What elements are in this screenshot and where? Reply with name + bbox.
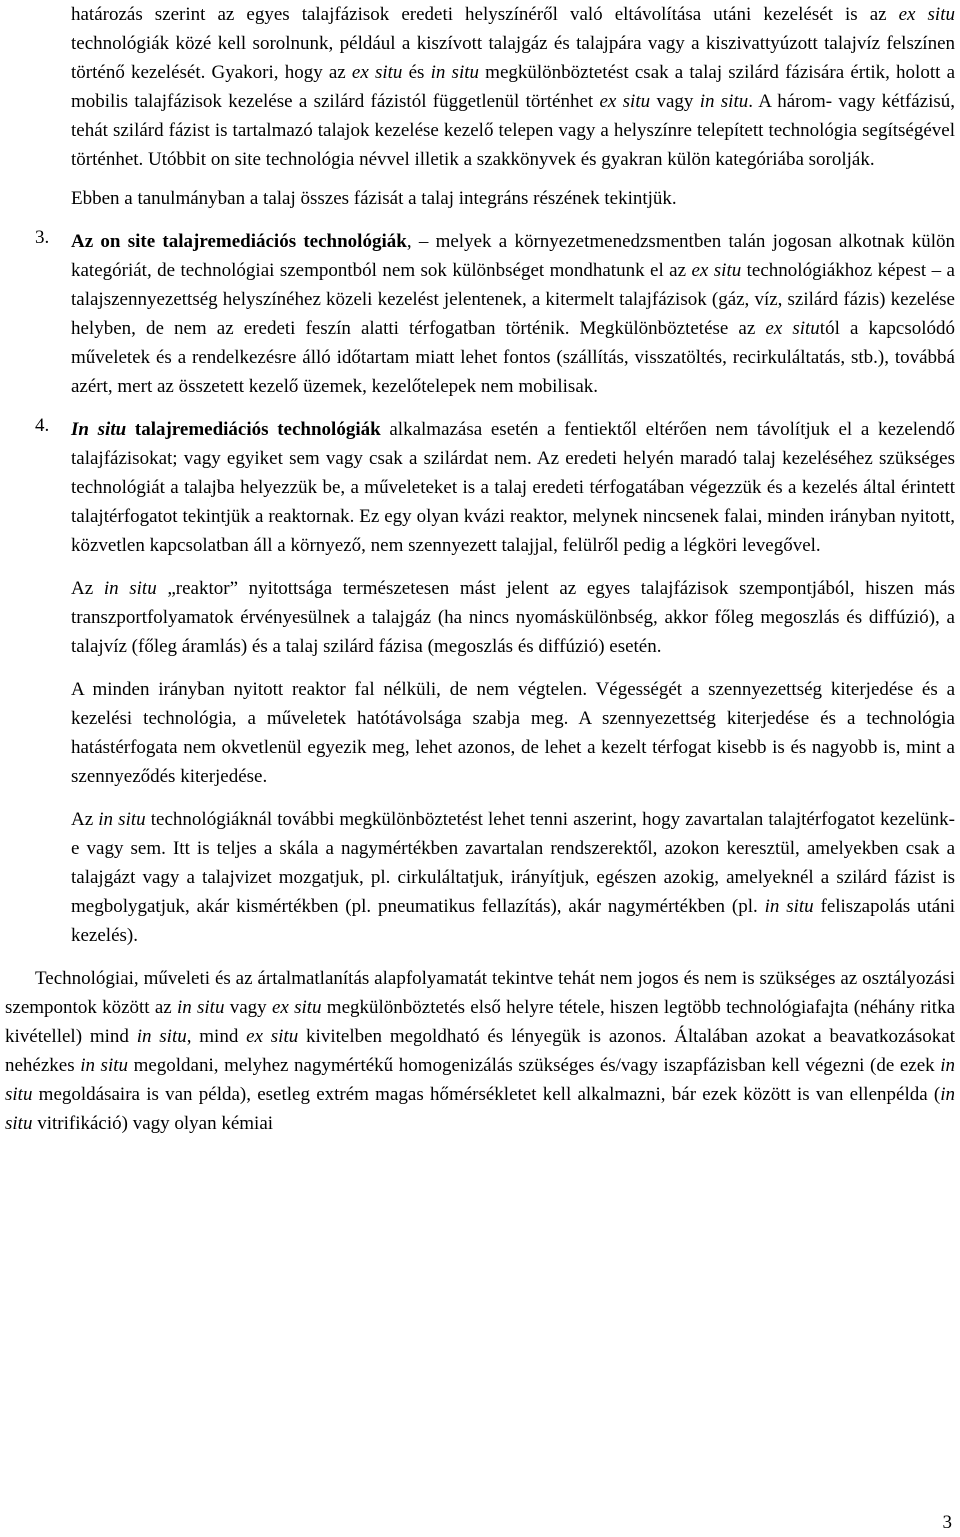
page-number: 3 bbox=[942, 1512, 952, 1533]
text-run: , – melyek a környezetmenedzsmentben talán jogosan alkotnak külön kategóriát, de technológiai szempontból nem sok különbséget mondhatunk el az bbox=[71, 231, 956, 281]
text-run: tól a kapcsolódó műveletek és a rendelkezésre álló időtartam miatt lehet fontos (szállítás, visszatöltés, recirkuláltatás, stb.), továbbá azért, mert az összetett kezelő üzemek, kezelőtelepek nem mobilisak. bbox=[71, 318, 955, 397]
text-run: technológiákhoz képest – a talajszennyezettség helyszínéhez közeli kezelést jelentenek, a kitermelt talajfázisok (gáz, víz, szilárd fázis) kezelése helyben, de nem az eredeti feszín alatti térfogatban történik. Megkülönböztetése az bbox=[71, 260, 955, 339]
paragraph-in-situ bbox=[0, 415, 960, 560]
text-run: és bbox=[402, 62, 431, 83]
text-run-italic: ex situ bbox=[765, 318, 820, 339]
text-run-italic: in situ bbox=[136, 1026, 187, 1047]
text-run: határozás szerint az egyes talajfázisok eredeti helyszínéről való eltávolítása utáni kezelését is az bbox=[71, 4, 899, 25]
text-run-italic: in situ bbox=[5, 1084, 955, 1134]
text-run-italic: in situ bbox=[176, 997, 225, 1018]
list-item-3 bbox=[0, 227, 960, 401]
text-run: . A három- vagy kétfázisú, tehát szilárd fázist is tartalmazó talajok kezelése kezelő telepen vagy a helyszínre telepített technológia segítségével történhet. Utóbbit on site technológia névvel illetik a szakkönyvek és gyakran külön kategóriába sorolják. bbox=[71, 91, 955, 170]
text-run: kivitelben megoldható és lényegük is azonos. Általában azokat a beavatkozásokat nehézkes bbox=[5, 1026, 955, 1076]
paragraph-on-site bbox=[0, 227, 960, 401]
text-run-italic: in situ bbox=[699, 91, 749, 112]
text-run-bold-italic: In situ bbox=[71, 419, 127, 440]
text-run: „reaktor” nyitottsága természetesen mást jelent az egyes talajfázisok szempontjából, hiszen más transzportfolyamatok érvényesülnek a talajgáz (ha nincs nyomáskülönbség, akkor főleg megoszlás és diffúzió), a talajvíz (főleg áramlás) és a talaj szilárd fázisa (megoszlás és diffúzió) esetén. bbox=[71, 578, 955, 657]
list-item-4 bbox=[0, 415, 960, 560]
paragraph-classification bbox=[0, 964, 960, 1138]
text-run: vagy bbox=[224, 997, 272, 1018]
text-run-italic: ex situ bbox=[691, 260, 742, 281]
text-run-bold: talajremediációs technológiák bbox=[126, 419, 381, 440]
text-run: megkülönböztetés első helyre tétele, hiszen legtöbb technológiafajta (néhány ritka kivétellel) mind bbox=[5, 997, 956, 1047]
text-run-italic: ex situ bbox=[246, 1026, 299, 1047]
text-run: technológiák közé kell sorolnunk, például a kiszívott talajgáz és talajpára vagy a kiszivattyúzott talajvíz felszínen történő kezelését. Gyakori, hogy az bbox=[71, 33, 955, 83]
text-run: Az bbox=[71, 578, 104, 599]
text-run: vagy bbox=[650, 91, 700, 112]
text-run: technológiáknál további megkülönböztetést lehet tenni aszerint, hogy zavartalan talajtérfogatot kezelünk-e vagy sem. Itt is teljes a skála a nagymértékben zavartalan rendszerektől, azokon keresztül, amelyekben csak a talajgázt vagy a talajvizet mozgatjuk, pl. cirkuláltatjuk, irányítjuk, egészen azokig, amelyeknél a szilárd fázist is megbolygatjuk, akár kismértékben (pl. pneumatikus fellazítás), akár nagymértékben (pl. bbox=[71, 809, 955, 917]
text-run: megkülönböztetést csak a talaj szilárd fázisára értik, holott a mobilis talajfázisok kezelése a szilárd fázistól függetlenül történhet bbox=[71, 62, 955, 112]
text-run-italic: in situ bbox=[98, 809, 146, 830]
text-run: megoldásaira is van példa), esetleg extrém magas hőmérsékletet kell alkalmazni, bár ezek között is van ellenpélda ( bbox=[32, 1084, 941, 1105]
text-run: megoldani, melyhez nagymértékű homogenizálás szükséges és/vagy iszapfázisban kell végezni (de ezek bbox=[128, 1055, 941, 1076]
text-run-italic: ex situ bbox=[599, 91, 651, 112]
text-run-italic: in situ bbox=[764, 896, 814, 917]
text-run: Az bbox=[71, 809, 99, 830]
paragraph-ex-situ-definition bbox=[0, 0, 960, 174]
text-run-italic: ex situ bbox=[898, 4, 955, 25]
paragraph-reactor-openness bbox=[0, 574, 960, 661]
text-run: , mind bbox=[186, 1026, 247, 1047]
text-run-italic: in situ bbox=[80, 1055, 128, 1076]
text-run-italic: in situ bbox=[5, 1055, 955, 1105]
list-number: 3. bbox=[35, 227, 50, 248]
text-run: Technológiai, műveleti és az ártalmatlanítás alapfolyamatát tekintve tehát nem jogos és nem is szükséges az osztályozási szempontok között az bbox=[5, 968, 955, 1018]
text-run-bold: Az on site talajremediációs technológiák bbox=[71, 231, 407, 252]
text-run: feliszapolás utáni kezelés). bbox=[71, 896, 956, 946]
text-run: vitrifikáció) vagy olyan kémiai bbox=[32, 1113, 274, 1134]
paragraph-integral-part: Ebben a tanulmányban a talaj összes fázisát a talaj integráns részének tekintjük. bbox=[71, 188, 677, 209]
paragraph-undisturbed bbox=[0, 805, 960, 950]
text-run-italic: in situ bbox=[430, 62, 479, 83]
paragraph-reactor-finite: A minden irányban nyitott reaktor fal nélküli, de nem végtelen. Végességét a szennyezettség kiterjedése és a kezelési technológia, a műveletek hatótávolsága szabja meg. A szennyezettség kiterjedése és a technológia hatástérfogata nem okvetlenül egyezik meg, lehet azonos, de lehet a kezelt térfogat kisebb is és nagyobb is, mint a szennyeződés kiterjedése. bbox=[71, 679, 955, 787]
list-number: 4. bbox=[35, 415, 50, 436]
text-run-italic: ex situ bbox=[351, 62, 403, 83]
text-run: alkalmazása esetén a fentiektől eltérően nem távolítjuk el a kezelendő talajfázisokat; vagy egyiket sem vagy csak a szilárdat nem. Az eredeti helyén maradó talaj kezeléséhez szükséges technológiát a talajba helyezzük be, a műveleteket is a talaj eredeti térfogatában végezzük és a kezelés által érintett talajtérfogatot tekintjük a reaktornak. Ez egy olyan kvázi reaktor, melynek nincsenek falai, minden irányban nyitott, közvetlen kapcsolatban áll a környező, nem szennyezett talajjal, felülről pedig a légköri levegővel. bbox=[71, 419, 955, 556]
text-run-italic: ex situ bbox=[271, 997, 322, 1018]
text-run-italic: in situ bbox=[103, 578, 157, 599]
